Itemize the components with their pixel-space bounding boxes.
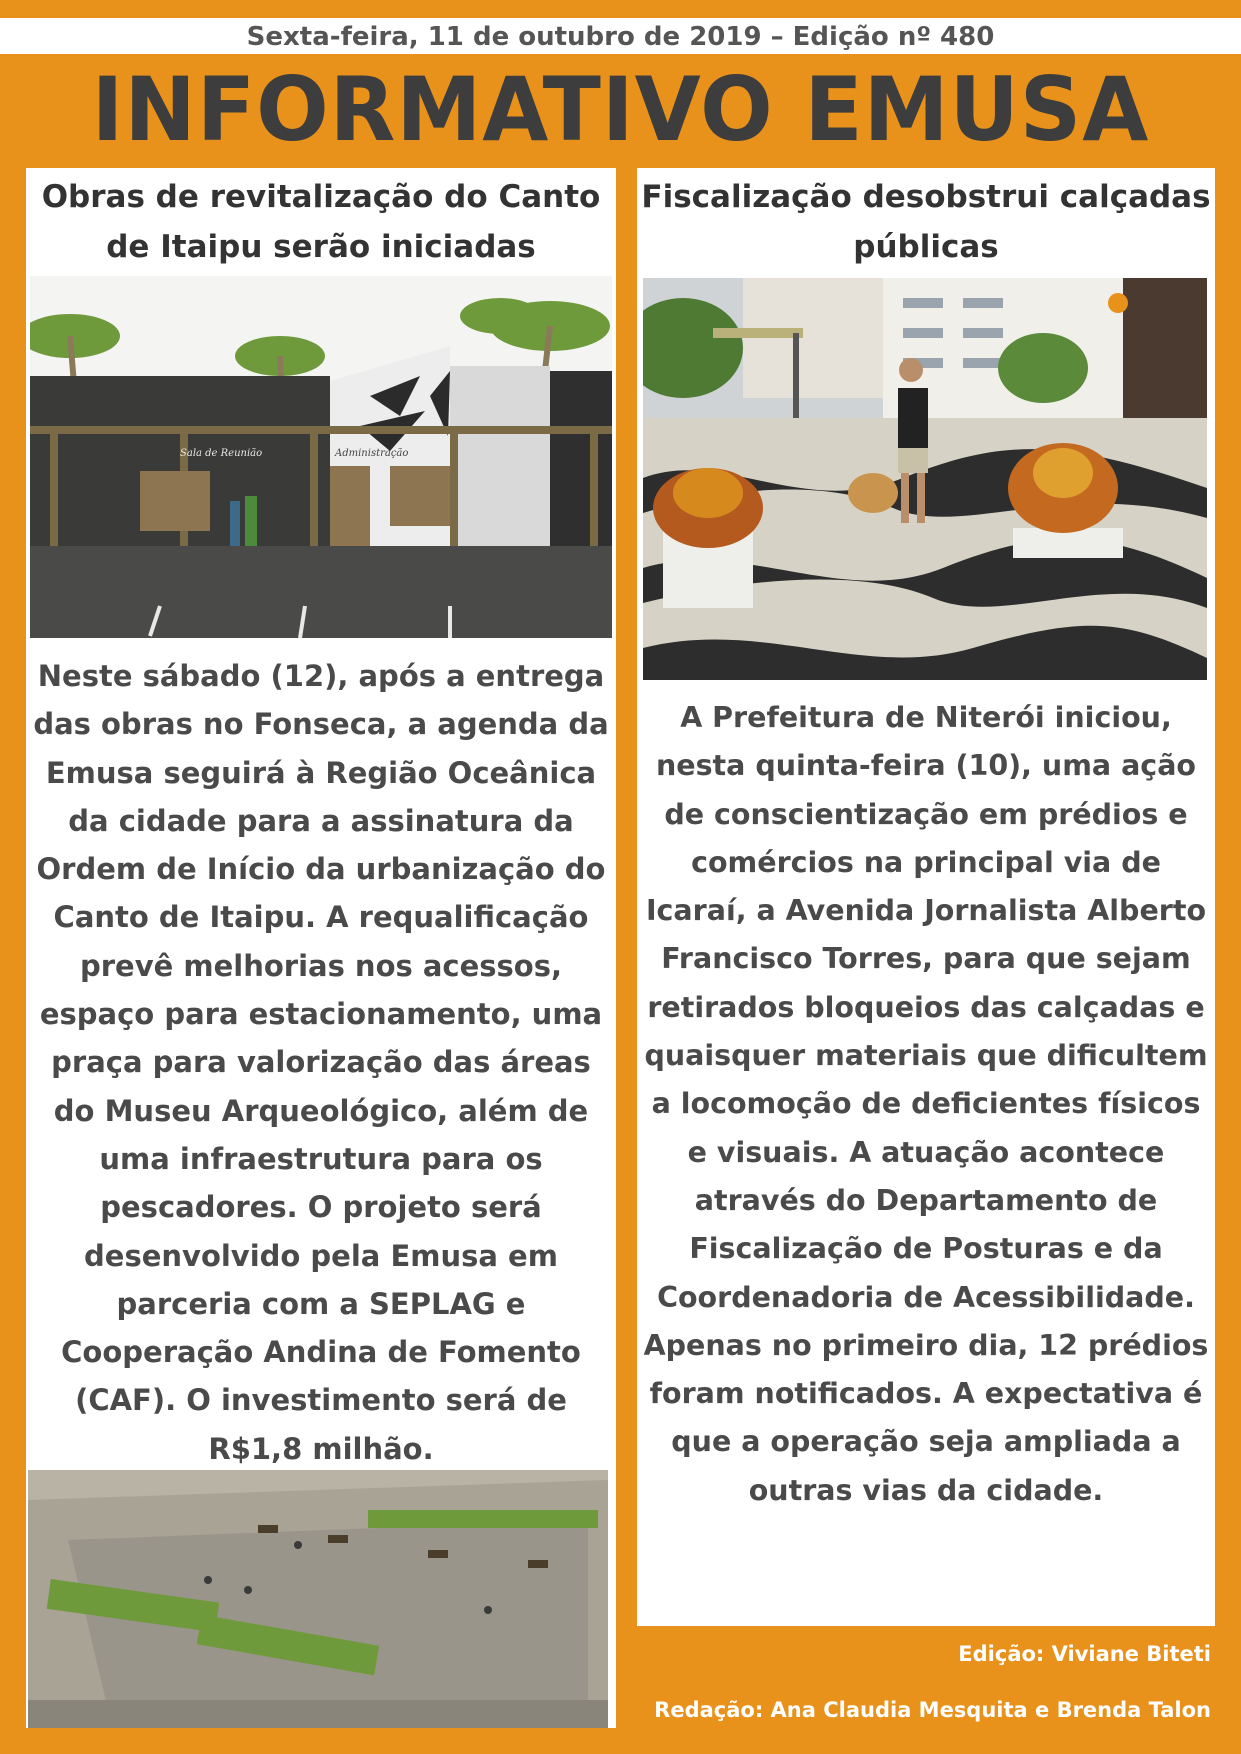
building-rendering-image	[30, 276, 612, 638]
sidewalk-photo	[643, 278, 1207, 680]
writing-credit: Redação: Ana Claudia Mesquita e Brenda Talon	[654, 1698, 1211, 1722]
right-article	[637, 168, 1215, 1626]
square-rendering-image	[28, 1470, 608, 1728]
date-line: Sexta-feira, 11 de outubro de 2019 – Edição nº 480	[0, 18, 1241, 54]
edition-credit: Edição: Viviane Biteti	[958, 1642, 1211, 1666]
left-article-body: Neste sábado (12), após a entrega das obras no Fonseca, a agenda da Emusa seguirá à Região Oceânica da cidade para a assinatura da Ordem de Início da urbanização do Canto de Itaipu. A requalificação prevê melhorias nos acessos, espaço para estacionamento, uma praça para valorização das áreas do Museu Arqueológico, além de uma infraestrutura para os pescadores. O projeto será desenvolvido pela Emusa em parceria com a SEPLAG e Cooperação Andina de Fomento (CAF). O investimento será de R$1,8 milhão.	[33, 659, 609, 1466]
left-article	[26, 168, 616, 1728]
sign-meeting-room: Sala de Reunião	[180, 448, 263, 459]
sign-administration: Administração	[335, 448, 409, 459]
right-article-body: A Prefeitura de Niterói iniciou, nesta quinta-feira (10), uma ação de conscientização em prédios e comércios na principal via de Icaraí, a Avenida Jornalista Alberto Francisco Torres, para que sejam retirados bloqueios das calçadas e quaisquer materiais que dificultem a locomoção de deficientes físicos e visuais. A atuação acontece através do Departamento de Fiscalização de Posturas e da Coordenadoria de Acessibilidade. Apenas no primeiro dia, 12 prédios foram notificados. A expectativa é que a operação seja ampliada a outras vias da cidade.	[643, 701, 1209, 1507]
right-headline: Fiscalização desobstrui calçadas públicas	[641, 179, 1211, 265]
left-headline: Obras de revitalização do Canto de Itaipu serão iniciadas	[41, 179, 601, 265]
newsletter-title: INFORMATIVO EMUSA	[91, 58, 1150, 161]
